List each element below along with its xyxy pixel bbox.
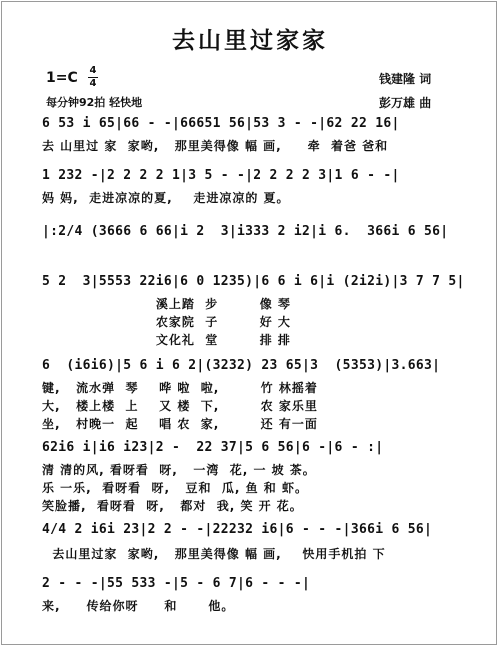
system-5-lyric-2: 大, 楼上楼 上 又 楼 下, 农 家乐里 (42, 399, 318, 413)
composer-name: 彭万雄 (379, 96, 416, 110)
lyricist-credit (379, 70, 431, 87)
time-signature-bottom: 4 (89, 78, 97, 89)
system-6-notes: 62i6 i|i6 i23|2 - 22 37|5 6 56|6 -|6 - :| (42, 440, 384, 455)
time-signature (88, 66, 98, 89)
system-4-lyric-1: 溪上踏 步 像 琴 (42, 297, 291, 311)
system-7-lyric-1: 去山里过家 家哟, 那里美得像 幅 画, 快用手机拍 下 (42, 547, 386, 561)
system-1-lyric-1: 去 山里过 家 家哟, 那里美得像 幅 画, 牵 着爸 爸和 (42, 139, 389, 153)
system-2-lyric-1: 妈 妈, 走进凉凉的夏, 走进凉凉的 夏。 (42, 191, 290, 205)
system-1-notes: 6 53 i 65|66 - -|66651 56|53 3 - -|62 22 16| (42, 116, 400, 131)
system-4-lyric-3: 文化礼 堂 排 排 (42, 333, 291, 347)
system-7-notes: 4/4 2 i6i 23|2 2 - -|22232 i6|6 - - -|366i 6 56| (42, 522, 433, 537)
system-2-notes: 1 232 -|2 2 2 2 1|3 5 - -|2 2 2 2 3|1 6 - -| (42, 168, 400, 183)
system-5-notes: 6 (i6i6)|5 6 i 6 2|(3232) 23 65|3 (5353)|3.663| (42, 358, 441, 373)
system-6-lyric-1: 清 清的风, 看呀看 呀, 一湾 花, 一 坡 茶。 (42, 463, 316, 477)
lyricist-role: 词 (419, 72, 432, 86)
composer-role: 曲 (419, 96, 432, 110)
system-8-notes: 2 - - -|55 533 -|5 - 6 7|6 - - -| (42, 576, 311, 591)
lyricist-name: 钱建隆 (379, 72, 416, 86)
system-5-lyric-1: 键, 流水弹 琴 哗 啦 啦, 竹 林摇着 (42, 381, 318, 395)
system-4-notes: 5 2 3|5553 22i6|6 0 1235)|6 6 i 6|i (2i2i)|3 7 7 5| (42, 274, 465, 289)
tempo-marking: 每分钟92拍 轻快地 (46, 96, 143, 109)
composer-credit (379, 94, 431, 111)
system-5-lyric-3: 坐, 村晚一 起 唱 农 家, 还 有一面 (42, 417, 318, 431)
system-3-notes: |:2/4 (3666 6 66|i 2 3|i333 2 i2|i 6. 366i 6 56| (42, 224, 449, 239)
system-4-lyric-2: 农家院 子 好 大 (42, 315, 291, 329)
system-8-lyric-1: 来, 传给你呀 和 他。 (42, 599, 235, 613)
song-title: 去山里过家家 (172, 27, 328, 54)
system-6-lyric-2: 乐 一乐, 看呀看 呀, 豆和 瓜, 鱼 和 虾。 (42, 481, 308, 495)
system-6-lyric-3: 笑脸播, 看呀看 呀, 都对 我, 笑 开 花。 (42, 499, 303, 513)
key-signature: 1=C (46, 70, 78, 86)
time-signature-top: 4 (89, 65, 97, 76)
score-page (1, 1, 497, 645)
